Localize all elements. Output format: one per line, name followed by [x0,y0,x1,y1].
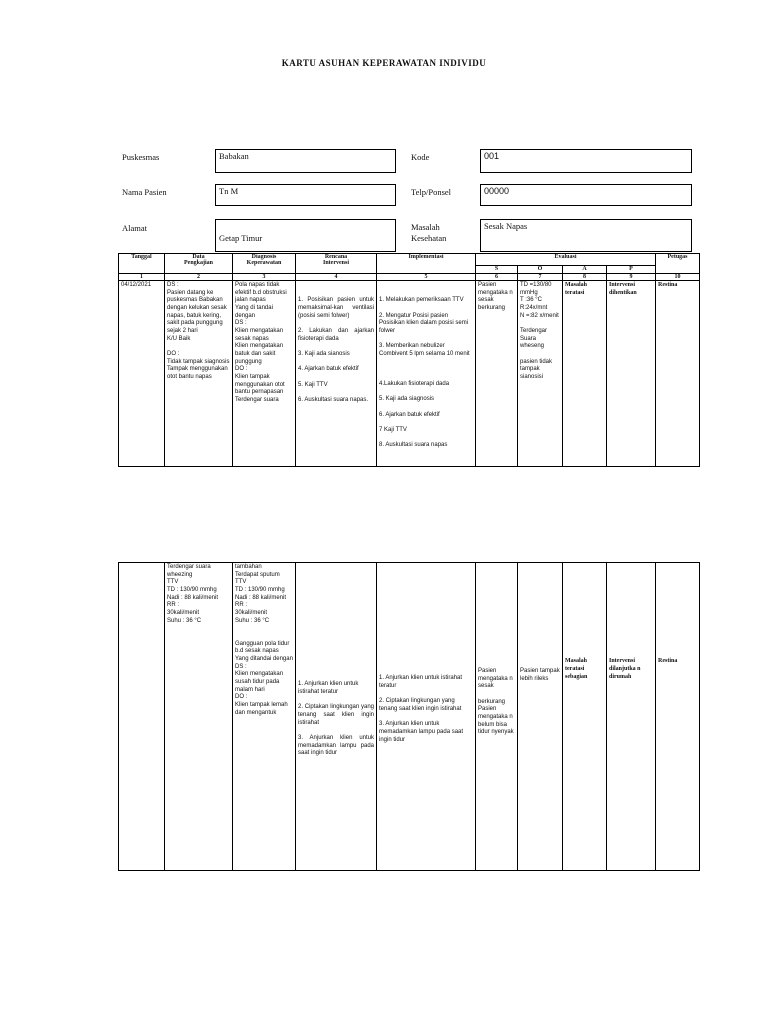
care-table-page-2 [118,562,700,871]
col-number: 5 [377,274,476,281]
list-item: 5. Kaji ada siagnosis [379,396,435,403]
col-number: 1 [119,274,165,281]
data-pengkajian-cell: DS : Pasien datang ke puskesmas Babakan dengan kelukan sesak napas, batuk kering, sakit pada punggung sejak 2 hari K/U Baik DO : Tidak tampak siagnosis Tampak menggunakan otot bantu napas [165,281,233,467]
tanggal-cell: 04/12/2021 [119,281,165,467]
tanggal-cell [119,563,165,871]
list-item: 2. Lakukan dan ajarkan fisioterapi dada [298,328,374,342]
header-implementasi: Implementasi [377,254,476,274]
col-number: 8 [563,274,607,281]
evaluasi-s-cell: Pasien mengataka n sesak berkurang Pasien mengataka n belum bisa tidur nyenyak [476,563,518,871]
evaluasi-p-cell: Intervensi dihentikan [607,281,656,467]
list-item: 2. Ciptakan lingkungan yang tenang saat klien ingin istirahat [298,704,374,726]
header-o: O [518,266,563,274]
list-item: 4. Ajarkan batuk efektif [298,366,359,373]
list-item [379,366,473,373]
column-number-row [119,274,700,281]
puskesmas-label: Puskesmas [122,152,160,162]
masalah-kesehatan-field[interactable]: Sesak Napas [480,219,692,252]
petugas-cell: Restina [656,563,700,871]
list-item: 1. Anjurkan klien untuk istirahat teratur [379,675,463,690]
evaluasi-a-cell: Masalah teratasi sebagian [563,563,607,871]
implementasi-cell [377,563,476,871]
col-number: 4 [296,274,377,281]
nama-pasien-label: Nama Pasien [122,187,167,197]
alamat-label: Alamat [122,223,148,233]
table-row [119,281,700,467]
header-petugas: Petugas [656,254,700,274]
col-number: 2 [165,274,233,281]
kode-field[interactable]: 001 [480,149,692,173]
evaluasi-p-cell: Intervensi dilanjutka n dirumah [607,563,656,871]
nama-pasien-field[interactable]: Tn M [215,184,396,206]
evaluasi-o-cell: TD =130/80 mmHg T :36 °C R:24x/mnt N =:82 x/menit Terdengar Suara wheseng pasien tidak tampak sianosisi [518,281,563,467]
telp-label: Telp/Ponsel [411,187,452,197]
list-item: 6. Auskultasi suara napas. [298,397,369,404]
alamat-field[interactable]: Getap Timur [215,219,396,252]
telp-field[interactable]: 00000 [480,184,692,206]
petugas-cell: Restina [656,281,700,467]
list-item: 4.Lakukan fisioterapi dada [379,381,450,388]
header-rencana: Rencana Intervensi [296,254,377,274]
list-item: 3. Anjurkan klien untuk memadamkan lampu pada saat ingin tidur [298,735,374,757]
header-tanggal: Tanggal [119,254,165,274]
list-item: 1. Posisikan pasien untuk memaksimal-kan ventilasi (posisi semi folwer) [298,297,374,319]
col-number: 7 [518,274,563,281]
header-s: S [476,266,518,274]
header-a: A [563,266,607,274]
col-number: 3 [233,274,296,281]
col-number: 9 [607,274,656,281]
list-item: 8. Auskultasi suara napas [379,442,448,449]
list-item: 1. Melakukan pemeriksaan TTV [379,297,464,304]
header-evaluasi: Evaluasi [476,254,656,266]
col-number: 6 [476,274,518,281]
list-item: 6. Ajarkan batuk efektif [379,411,440,418]
list-item: 3. Memberikan nebulizer Combivent 5 lpm selama 10 menit [379,343,470,358]
page-title: KARTU ASUHAN KEPERAWATAN INDIVIDU [281,58,487,68]
list-item: 3. Kaji ada sianosis [298,351,350,358]
masalah-kesehatan-label: Masalah Kesehatan [411,222,447,243]
list-item: 1. Anjurkan klien untuk istirahat teratur [298,681,359,696]
care-table-page-1 [118,253,700,467]
diagnosis-cell: Pola napas tidak efektif b.d obstruksi jalan napas Yang di tandai dengan DS : Klien mengatakan sesak napas Klien mengatakan batuk dan sakit punggung DO : Klien tampak menggunakan otot bantu pernapasan Terdengar suara [233,281,296,467]
data-pengkajian-cell: Terdengar suara wheezing TTV TD : 130/90 mmhg Nadi : 88 kali/menit RR : 30kali/menit Suhu : 36 °C [165,563,233,871]
implementasi-cell [377,281,476,467]
kode-label: Kode [411,152,430,162]
table-row [119,563,700,871]
header-p: P [607,266,656,274]
rencana-cell [296,281,377,467]
list-item: 3. Anjurkan klien untuk memadamkan lampu pada saat ingin tidur [379,721,464,743]
list-item: 5. Kaji TTV [298,381,328,388]
diagnosis-cell: tambahan Terdapat sputum TTV TD : 130/90 mmhg Nadi : 88 kali/menit RR : 30kali/menit Suhu : 36 °C Gangguan pola tidur b.d sesak napas Yang ditandai dengan DS : Klien mengatakan susah tidur pada malam hari DO : Klien tampak lemah dan mengantuk [233,563,296,871]
header-diagnosis: Diagnosis Keperawatan [233,254,296,274]
evaluasi-s-cell: Pasien mengataka n sesak berkurang [476,281,518,467]
evaluasi-o-cell: Pasien tampak lebih rileks [518,563,563,871]
list-item: 2. Mengatur Posisi pasien Posisikan klien dalam posisi semi folwer [379,312,469,335]
rencana-cell [296,563,377,871]
puskesmas-field[interactable]: Babakan [215,149,396,173]
list-item: 7 Kaji TTV [379,427,407,434]
header-data-pengkajian: Data Pengkajian [165,254,233,274]
evaluasi-a-cell: Masalah teratasi [563,281,607,467]
col-number: 10 [656,274,700,281]
list-item: 2. Ciptakan lingkungan yang tenang saat klien ingin istirahat [379,698,462,713]
